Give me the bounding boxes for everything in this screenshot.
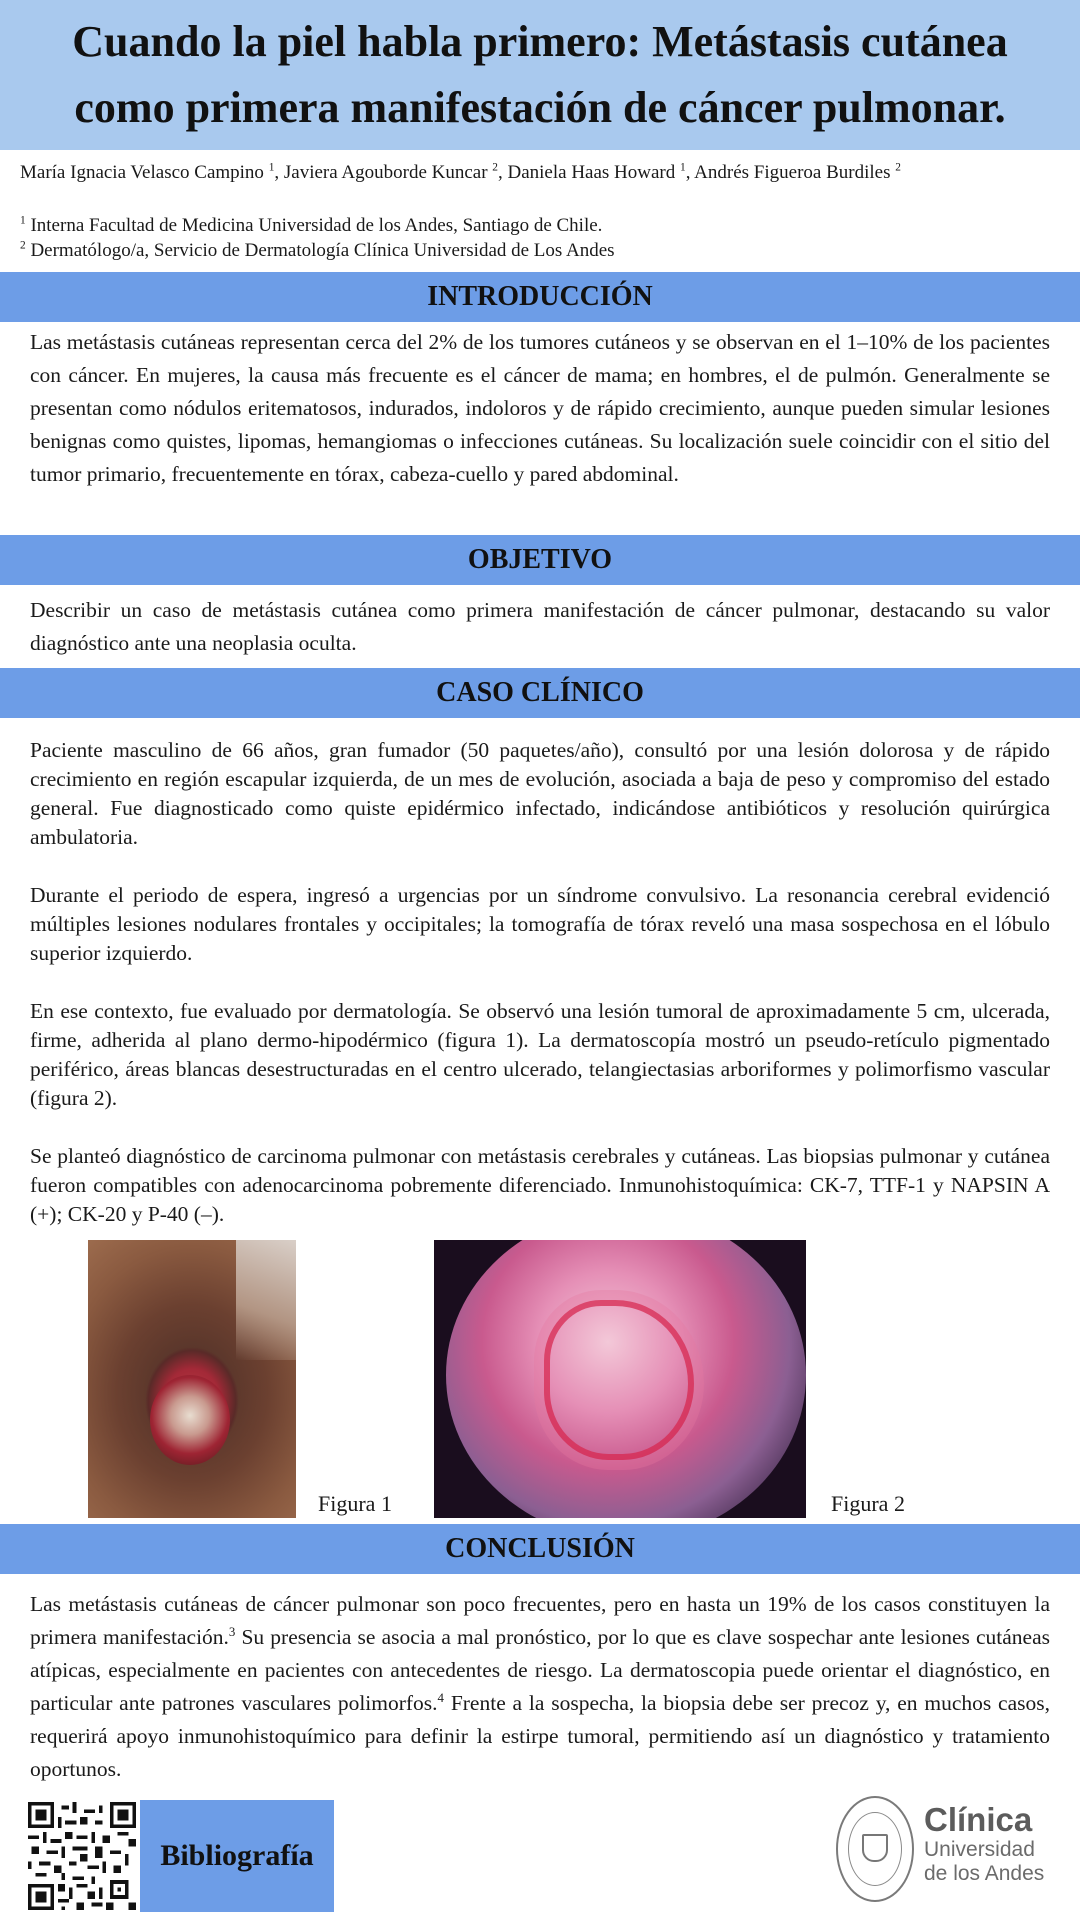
photo-highlight (236, 1240, 296, 1360)
intro-paragraph: Las metástasis cutáneas representan cerca del 2% de los tumores cutáneos y se observan en el 1–10% de los pacientes con cáncer. En mujeres, la causa más frecuente es el cáncer de mama; en hombres, el de pulmón. Generalmente se presentan como nódulos eritematosos, indurados, indoloros y de rápido crecimiento, aunque pueden simular lesiones benignas como quistes, lipomas, hemangiomas o infecciones cutáneas. Su localización suele coincidir con el sitio del tumor primario, frecuentemente en tórax, cabeza-cuello y pared abdominal. (30, 330, 1050, 486)
title-line-2: como primera manifestación de cáncer pulmonar. (74, 83, 1006, 132)
poster-title (15, 9, 1065, 141)
section-heading-introduccion: INTRODUCCIÓN (0, 272, 1080, 322)
affiliation-list (20, 213, 1070, 263)
author-affiliation-number: 2 (492, 161, 498, 174)
affiliation-number: 1 (20, 214, 26, 227)
author-affiliation-number: 1 (268, 161, 275, 174)
figure-2-dermatoscopy-photo (434, 1240, 806, 1518)
author-name: María Ignacia Velasco Campino (20, 162, 264, 183)
caso-paragraph-1: Paciente masculino de 66 años, gran fumador (50 paquetes/año), consultó por una lesión dolorosa y de rápido crecimiento en región escapular izquierda, de un mes de evolución, asociada a baja de peso y compromiso del estado general. Fue diagnosticado como quiste epidérmico infectado, indicándose antibióticos y resolución quirúrgica ambulatoria. (30, 738, 1050, 849)
title-line-1: Cuando la piel habla primero: Metástasis cutánea (72, 17, 1008, 66)
caso-clinico-body (30, 736, 1050, 1229)
reference-number: 3 (228, 1624, 236, 1639)
caso-paragraph-3: En ese contexto, fue evaluado por dermatología. Se observó una lesión tumoral de aproximadamente 5 cm, ulcerada, firme, adherida al plano dermo-hipodérmico (figura 1). La dermatoscopía mostró un pseudo-retículo pigmentado periférico, áreas blancas desestructuradas en el centro ulcerado, telangiectasias arboriformes y polimorfismo vascular (figura 2). (30, 999, 1050, 1110)
author-name: Daniela Haas Howard (507, 162, 676, 183)
figure-2-caption: Figura 2 (831, 1491, 905, 1516)
author-name: Andrés Figueroa Burdiles (694, 162, 891, 183)
author-name: Javiera Agouborde Kuncar (283, 162, 488, 183)
university-seal-icon (836, 1796, 914, 1902)
conclusion-text-2: Su presencia se asocia a mal pronóstico, por lo que es clave sospechar ante lesiones cutáneas atípicas, especialmente en pacientes con antecedentes de riesgo. La dermatoscopia puede orientar el diagnóstico, en particular ante patrones vasculares polimorfos. (30, 1625, 1050, 1715)
seal-shield-icon (862, 1834, 888, 1862)
section-heading-caso-clinico: CASO CLÍNICO (0, 668, 1080, 718)
affiliation-item (20, 213, 1070, 238)
clinica-uandes-logo (836, 1796, 1066, 1906)
bibliografia-button[interactable]: Bibliografía (140, 1800, 334, 1912)
affiliation-text: Dermatólogo/a, Servicio de Dermatología Clínica Universidad de Los Andes (30, 240, 615, 261)
logo-line-3: de los Andes (924, 1862, 1045, 1885)
conclusion-text-1: Las metástasis cutáneas de cáncer pulmonar son poco frecuentes, pero en hasta un 19% de los casos constituyen la primera manifestación. (30, 1592, 1050, 1649)
section-heading-conclusion: CONCLUSIÓN (0, 1524, 1080, 1574)
caso-paragraph-2: Durante el periodo de espera, ingresó a urgencias por un síndrome convulsivo. La resonancia cerebral evidenció múltiples lesiones nodulares frontales y occipitales; la tomografía de tórax reveló una masa sospechosa en el lóbulo superior izquierdo. (30, 883, 1050, 965)
affiliation-number: 2 (20, 239, 26, 252)
logo-wordmark (924, 1802, 1044, 1886)
affiliation-text: Interna Facultad de Medicina Universidad de los Andes, Santiago de Chile. (30, 215, 603, 236)
qr-code-icon[interactable] (28, 1802, 136, 1910)
figure-1-clinical-photo (88, 1240, 296, 1518)
logo-line-1: Clínica (924, 1801, 1033, 1838)
author-affiliation-number: 1 (680, 161, 686, 174)
caso-paragraph-4: Se planteó diagnóstico de carcinoma pulmonar con metástasis cerebrales y cutáneas. Las biopsias pulmonar y cutánea fueron compatibles con adenocarcinoma pobremente diferenciado. Inmunohistoquímica: CK-7, TTF-1 y NAPSIN A (+); CK-20 y P-40 (–). (30, 1144, 1050, 1226)
section-heading-objetivo: OBJETIVO (0, 535, 1080, 585)
poster-title-banner (0, 0, 1080, 150)
reference-number: 4 (437, 1690, 444, 1705)
ulcerated-lesion (150, 1375, 230, 1465)
figure-1-caption: Figura 1 (318, 1491, 392, 1516)
author-affiliation-number: 2 (895, 161, 901, 174)
conclusion-text-3: Frente a la sospecha, la biopsia debe ser precoz y, en muchos casos, requerirá apoyo inmunohistoquímico para definir la estirpe tumoral, permitiendo así un diagnóstico y tratamiento oportunos. (30, 1691, 1050, 1781)
affiliation-item (20, 238, 1070, 263)
objetivo-paragraph: Describir un caso de metástasis cutánea como primera manifestación de cáncer pulmonar, destacando su valor diagnóstico ante una neoplasia oculta. (30, 598, 1050, 655)
logo-line-2: Universidad (924, 1838, 1035, 1861)
author-list: María Ignacia Velasco Campino $^1$, Javiera Agouborde Kuncar $^2$, Daniela Haas Howard $^1$, Andrés Figueroa Burdiles $^2$ (20, 161, 901, 183)
conclusion-paragraph (30, 1588, 1050, 1786)
